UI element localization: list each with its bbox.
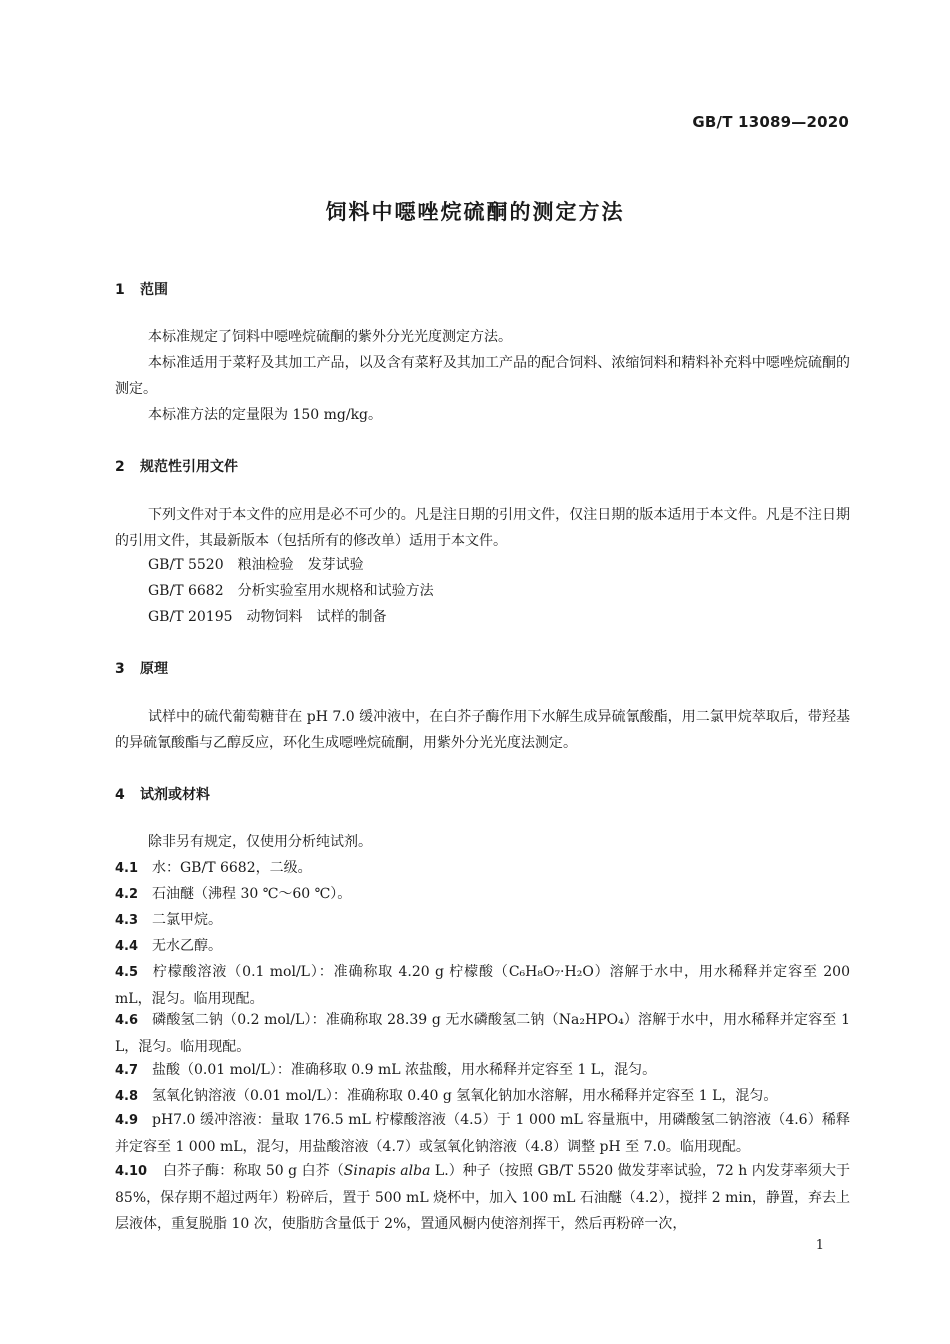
clause-text: 无水乙醇。 — [152, 938, 222, 954]
clause-text: pH7.0 缓冲溶液：量取 176.5 mL 柠檬酸溶液（4.5）于 1 000 mL 容量瓶中，用磷酸氢二钠溶液（4.6）稀释并定容至 1 000 mL，混匀，用盐酸溶液（4.7）或氢氧化钠溶液（4.8）调整 pH 至 7.0。临用现配。 — [115, 1112, 850, 1155]
clause-number: 4.8 — [115, 1089, 139, 1104]
page-number: 1 — [815, 1238, 824, 1253]
clause-number: 4.10 — [115, 1164, 148, 1179]
section-title: 试剂或材料 — [140, 787, 210, 803]
section-4-heading — [115, 784, 210, 804]
paragraph: 除非另有规定，仅使用分析纯试剂。 — [148, 834, 372, 850]
reference-item: GB/T 20195 动物饲料 试样的制备 — [148, 609, 387, 625]
section-title: 原理 — [140, 661, 168, 677]
clause-number: 4.1 — [115, 861, 139, 876]
clause-text: 二氯甲烷。 — [152, 912, 222, 928]
latin-species-name: Sinapis alba — [343, 1163, 431, 1179]
clause-4-1 — [115, 855, 850, 882]
clause-number: 4.6 — [115, 1013, 139, 1028]
clause-text: 石油醚（沸程 30 ℃～60 ℃）。 — [152, 886, 352, 902]
clause-text: 盐酸（0.01 mol/L）：准确移取 0.9 mL 浓盐酸，用水稀释并定容至 1 L，混匀。 — [152, 1062, 657, 1078]
section-2-heading — [115, 456, 238, 476]
clause-number: 4.3 — [115, 913, 139, 928]
clause-text-continued: L.）种子（按照 GB/T 5520 做发芽率试验，72 h 内发芽率须大于 85%，保存期不超过两年）粉碎后，置于 500 mL 烧杯中，加入 100 mL 石油醚（4.2），搅拌 2 min，静置，弃去上层液体，重复脱脂 10 次，使脂肪含量低于 2%，置通风橱内使溶剂挥干，然后再粉碎一次， — [115, 1163, 851, 1232]
section-3-heading — [115, 658, 168, 678]
reference-item: GB/T 5520 粮油检验 发芽试验 — [148, 557, 364, 573]
clause-text: 白芥子酶：称取 50 g 白芥（ — [163, 1163, 344, 1179]
paragraph: 本标准规定了饲料中噁唑烷硫酮的紫外分光光度测定方法。 — [148, 329, 512, 345]
clause-4-6 — [115, 1007, 850, 1060]
clause-4-8 — [115, 1083, 850, 1110]
clause-4-10 — [115, 1158, 850, 1237]
clause-number: 4.2 — [115, 887, 139, 902]
clause-text: 水：GB/T 6682，二级。 — [152, 860, 312, 876]
section-number: 3 — [115, 661, 125, 677]
paragraph: 试样中的硫代葡萄糖苷在 pH 7.0 缓冲液中，在白芥子酶作用下水解生成异硫氰酸酯，用二氯甲烷萃取后，带羟基的异硫氰酸酯与乙醇反应，环化生成噁唑烷硫酮，用紫外分光光度法测定。 — [115, 709, 850, 751]
paragraph: 本标准方法的定量限为 150 mg/kg。 — [148, 407, 383, 423]
reference-item: GB/T 6682 分析实验室用水规格和试验方法 — [148, 583, 434, 599]
section-title: 范围 — [140, 282, 168, 298]
standard-code: GB/T 13089—2020 — [692, 113, 849, 131]
section-title: 规范性引用文件 — [140, 459, 238, 475]
document-title: 饲料中噁唑烷硫酮的测定方法 — [325, 200, 625, 224]
clause-4-7 — [115, 1057, 850, 1084]
section-1-heading — [115, 279, 168, 299]
clause-4-9 — [115, 1107, 850, 1160]
section-number: 2 — [115, 459, 125, 475]
clause-4-2 — [115, 881, 850, 908]
clause-4-3 — [115, 907, 850, 934]
clause-text: 磷酸氢二钠（0.2 mol/L）：准确称取 28.39 g 无水磷酸氢二钠（Na₂HPO₄）溶解于水中，用水稀释并定容至 1 L，混匀。临用现配。 — [115, 1012, 850, 1055]
clause-4-4 — [115, 933, 850, 960]
paragraph: 本标准适用于菜籽及其加工产品，以及含有菜籽及其加工产品的配合饲料、浓缩饲料和精料补充料中噁唑烷硫酮的测定。 — [115, 355, 850, 397]
section-number: 4 — [115, 787, 125, 803]
clause-text: 柠檬酸溶液（0.1 mol/L）：准确称取 4.20 g 柠檬酸（C₆H₈O₇·H₂O）溶解于水中，用水稀释并定容至 200 mL，混匀。临用现配。 — [115, 964, 850, 1007]
clause-4-5 — [115, 959, 850, 1012]
clause-number: 4.9 — [115, 1113, 139, 1128]
clause-text: 氢氧化钠溶液（0.01 mol/L）：准确称取 0.40 g 氢氧化钠加水溶解，用水稀释并定容至 1 L，混匀。 — [152, 1088, 778, 1104]
clause-number: 4.5 — [115, 965, 139, 980]
paragraph: 下列文件对于本文件的应用是必不可少的。凡是注日期的引用文件，仅注日期的版本适用于本文件。凡是不注日期的引用文件，其最新版本（包括所有的修改单）适用于本文件。 — [115, 507, 850, 549]
clause-number: 4.7 — [115, 1063, 139, 1078]
clause-number: 4.4 — [115, 939, 139, 954]
section-number: 1 — [115, 282, 125, 298]
